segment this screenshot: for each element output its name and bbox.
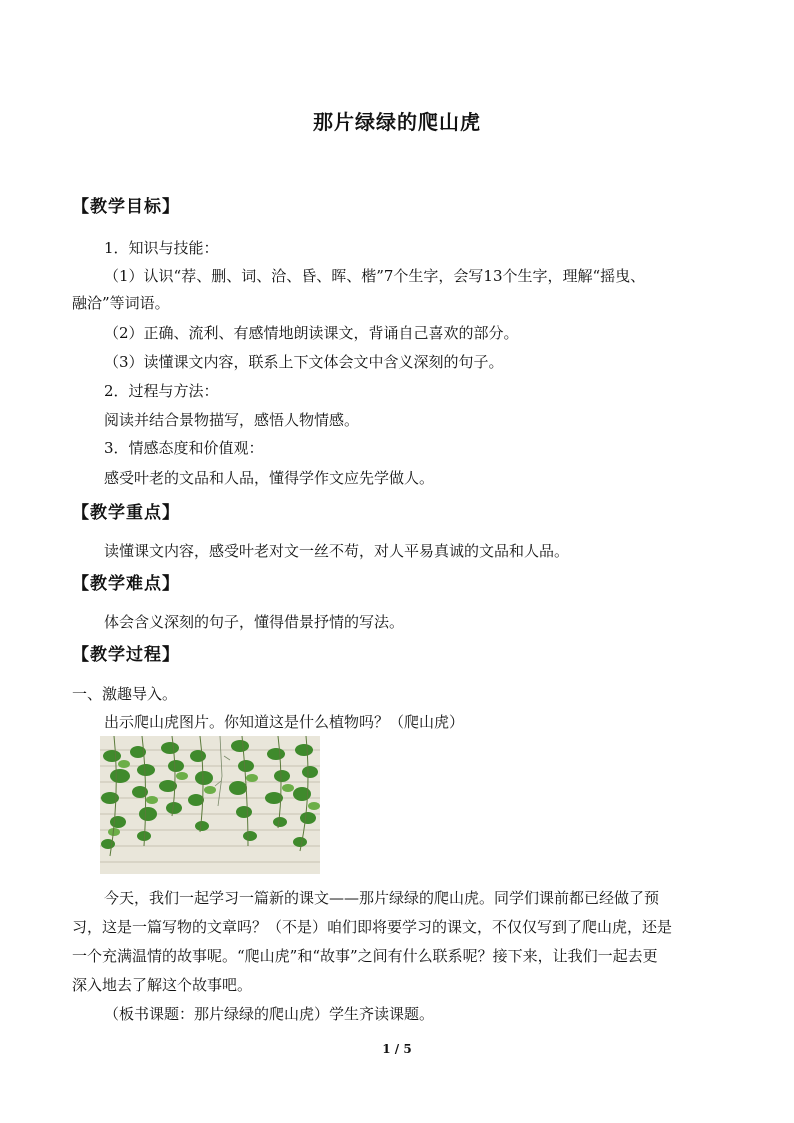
goal-line: 2．过程与方法： [104,382,219,400]
heading-teaching-process: 【教学过程】 [72,645,180,665]
process-line: 一个充满温情的故事呢。“爬山虎”和“故事”之间有什么联系呢？接下来，让我们一起去更 [72,947,658,965]
heading-difficulties: 【教学难点】 [72,574,180,594]
heading-key-points: 【教学重点】 [72,503,180,523]
goal-line: 融洽”等词语。 [72,294,170,312]
goal-line: （1）认识“荐、删、词、洽、昏、晖、楷”7个生字，会写13个生字，理解“摇曳、 [104,267,646,285]
ivy-wall-icon [100,736,320,874]
goal-line: （2）正确、流利、有感情地朗读课文，背诵自己喜欢的部分。 [104,324,519,342]
process-line: 习，这是一篇写物的文章吗？（不是）咱们即将要学习的课文，不仅仅写到了爬山虎，还是 [72,918,673,936]
document-title: 那片绿绿的爬山虎 [313,110,481,134]
process-line: 今天，我们一起学习一篇新的课文——那片绿绿的爬山虎。同学们课前都已经做了预 [104,889,660,907]
process-line: 出示爬山虎图片。你知道这是什么植物吗？（爬山虎） [104,713,465,731]
key-point-line: 读懂课文内容，感受叶老对文一丝不苟，对人平易真诚的文品和人品。 [104,542,570,560]
heading-teaching-goals: 【教学目标】 [72,197,180,217]
goal-line: （3）读懂课文内容，联系上下文体会文中含义深刻的句子。 [104,353,504,371]
goal-line: 1．知识与技能： [104,239,219,257]
process-step-heading: 一、激趣导入。 [72,685,178,703]
goal-line: 感受叶老的文品和人品，懂得学作文应先学做人。 [104,469,435,487]
process-line: （板书课题：那片绿绿的爬山虎）学生齐读课题。 [104,1005,435,1023]
goal-line: 阅读并结合景物描写，感悟人物情感。 [104,411,360,429]
goal-line: 3．情感态度和价值观： [104,439,264,457]
page-number: 1 / 5 [382,1042,412,1056]
ivy-photo [100,736,320,874]
difficulty-line: 体会含义深刻的句子，懂得借景抒情的写法。 [104,613,405,631]
process-line: 深入地去了解这个故事吧。 [72,976,253,994]
